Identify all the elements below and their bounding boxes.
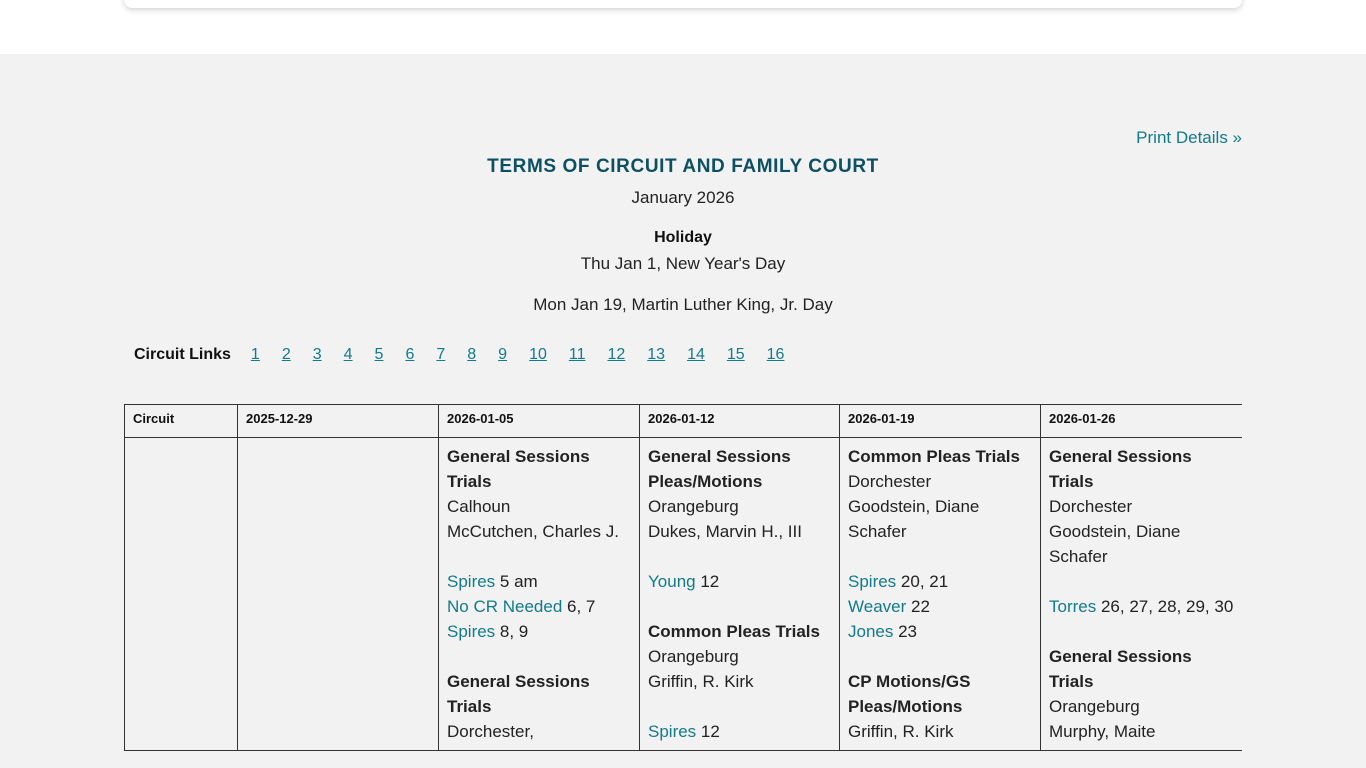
spacer [1049, 569, 1234, 594]
clerk-name: Goodstein, Diane Schafer [848, 497, 980, 541]
cell-2026-01-26 [1041, 438, 1243, 751]
judge-entry [447, 619, 631, 644]
judge-link-spires[interactable]: Spires [648, 722, 697, 741]
session-heading: General Sessions Trials [1049, 447, 1192, 491]
circuit-link-1[interactable]: 1 [250, 346, 260, 363]
cell-2025-12-29 [238, 438, 439, 751]
spacer [1049, 619, 1234, 644]
spacer [648, 544, 831, 569]
session-heading: General Sessions Trials [447, 447, 590, 491]
judge-link-spires[interactable]: Spires [447, 572, 496, 591]
column-header-2026-01-19: 2026-01-19 [840, 405, 1041, 438]
table-row [125, 438, 1243, 751]
session-heading: CP Motions/GS Pleas/Motions [848, 672, 971, 716]
session-heading: Common Pleas Trials [648, 622, 820, 641]
cell-2026-01-19 [840, 438, 1041, 751]
circuit-link-16[interactable]: 16 [766, 346, 785, 363]
judge-link-spires[interactable]: Spires [447, 622, 496, 641]
spacer [447, 644, 631, 669]
circuit-link-2[interactable]: 2 [281, 346, 291, 363]
circuit-link-15[interactable]: 15 [726, 346, 745, 363]
judge-dates: 6, 7 [562, 597, 596, 616]
circuit-link-8[interactable]: 8 [467, 346, 477, 363]
table-header-row [125, 405, 1243, 438]
spacer [648, 694, 831, 719]
session-heading: General Sessions Pleas/Motions [648, 447, 791, 491]
cell-2026-01-12 [640, 438, 840, 751]
holiday-new-years-day: Thu Jan 1, New Year's Day [580, 254, 786, 273]
clerk-name: McCutchen, Charles J. [447, 522, 619, 541]
circuit-link-6[interactable]: 6 [405, 346, 415, 363]
county-name: Dorchester [848, 472, 932, 491]
judge-dates: 26, 27, 28, 29, 30 [1096, 597, 1234, 616]
county-name: Dorchester [1049, 497, 1133, 516]
circuit-link-12[interactable]: 12 [607, 346, 626, 363]
judge-dates: 12 [695, 572, 720, 591]
spacer [848, 544, 1032, 569]
cell-2026-01-05 [439, 438, 640, 751]
page-subtitle: January 2026 [631, 188, 735, 207]
holiday-mlk-day: Mon Jan 19, Martin Luther King, Jr. Day [533, 295, 833, 314]
cell-circuit [125, 438, 238, 751]
judge-entry [447, 569, 631, 594]
clerk-name: Murphy, Maite [1049, 722, 1156, 741]
judge-dates: 12 [696, 722, 720, 741]
judge-dates: 23 [893, 622, 918, 641]
terms-table-container [124, 404, 1242, 768]
circuit-link-11[interactable]: 11 [568, 346, 586, 363]
circuit-link-9[interactable]: 9 [498, 346, 508, 363]
column-header-2026-01-12: 2026-01-12 [640, 405, 840, 438]
circuit-link-5[interactable]: 5 [374, 346, 384, 363]
judge-link-no-cr-needed[interactable]: No CR Needed [447, 597, 563, 616]
circuit-link-4[interactable]: 4 [343, 346, 353, 363]
circuit-link-3[interactable]: 3 [312, 346, 322, 363]
judge-entry [648, 569, 831, 594]
spacer [848, 644, 1032, 669]
judge-entry [848, 594, 1032, 619]
circuit-link-13[interactable]: 13 [647, 346, 666, 363]
judge-link-jones[interactable]: Jones [848, 622, 894, 641]
circuit-link-14[interactable]: 14 [687, 346, 705, 363]
column-header-circuit: Circuit [125, 405, 238, 438]
judge-entry [648, 719, 831, 744]
print-details-link[interactable]: Print Details » [1136, 128, 1242, 147]
county-name: Orangeburg [1049, 697, 1140, 716]
judge-entry [848, 619, 1032, 644]
clerk-name: Griffin, R. Kirk [648, 672, 754, 691]
clerk-name: Griffin, R. Kirk [848, 722, 954, 741]
county-name: Orangeburg [648, 497, 739, 516]
judge-dates: 8, 9 [495, 622, 529, 641]
holiday-heading: Holiday [654, 229, 712, 246]
page-top-whitespace [0, 0, 1366, 54]
spacer [648, 594, 831, 619]
judge-link-weaver[interactable]: Weaver [848, 597, 907, 616]
circuit-link-10[interactable]: 10 [529, 346, 547, 363]
column-header-2026-01-26: 2026-01-26 [1041, 405, 1243, 438]
county-name: Calhoun [447, 497, 511, 516]
county-name: Dorchester, [447, 722, 534, 741]
session-heading: General Sessions Trials [447, 672, 590, 716]
column-header-2026-01-05: 2026-01-05 [439, 405, 640, 438]
clerk-name: Goodstein, Diane Schafer [1049, 522, 1181, 566]
judge-dates: 22 [906, 597, 930, 616]
circuit-links [124, 346, 1242, 364]
judge-dates: 5 am [495, 572, 538, 591]
judge-entry [447, 594, 631, 619]
judge-dates: 20, 21 [896, 572, 949, 591]
judge-entry [848, 569, 1032, 594]
judge-link-torres[interactable]: Torres [1049, 597, 1097, 616]
judge-entry [1049, 594, 1234, 619]
column-header-2025-12-29: 2025-12-29 [238, 405, 439, 438]
clerk-name: Dukes, Marvin H., III [648, 522, 802, 541]
session-heading: General Sessions Trials [1049, 647, 1192, 691]
spacer [447, 544, 631, 569]
judge-link-spires[interactable]: Spires [848, 572, 897, 591]
terms-table [124, 404, 1242, 751]
county-name: Orangeburg [648, 647, 739, 666]
circuit-link-7[interactable]: 7 [436, 346, 446, 363]
session-heading: Common Pleas Trials [848, 447, 1020, 466]
circuit-links-label: Circuit Links [134, 346, 231, 363]
document-body [0, 54, 1366, 768]
page-title: TERMS OF CIRCUIT AND FAMILY COURT [487, 156, 879, 177]
top-content-card [124, 0, 1242, 8]
judge-link-young[interactable]: Young [648, 572, 696, 591]
